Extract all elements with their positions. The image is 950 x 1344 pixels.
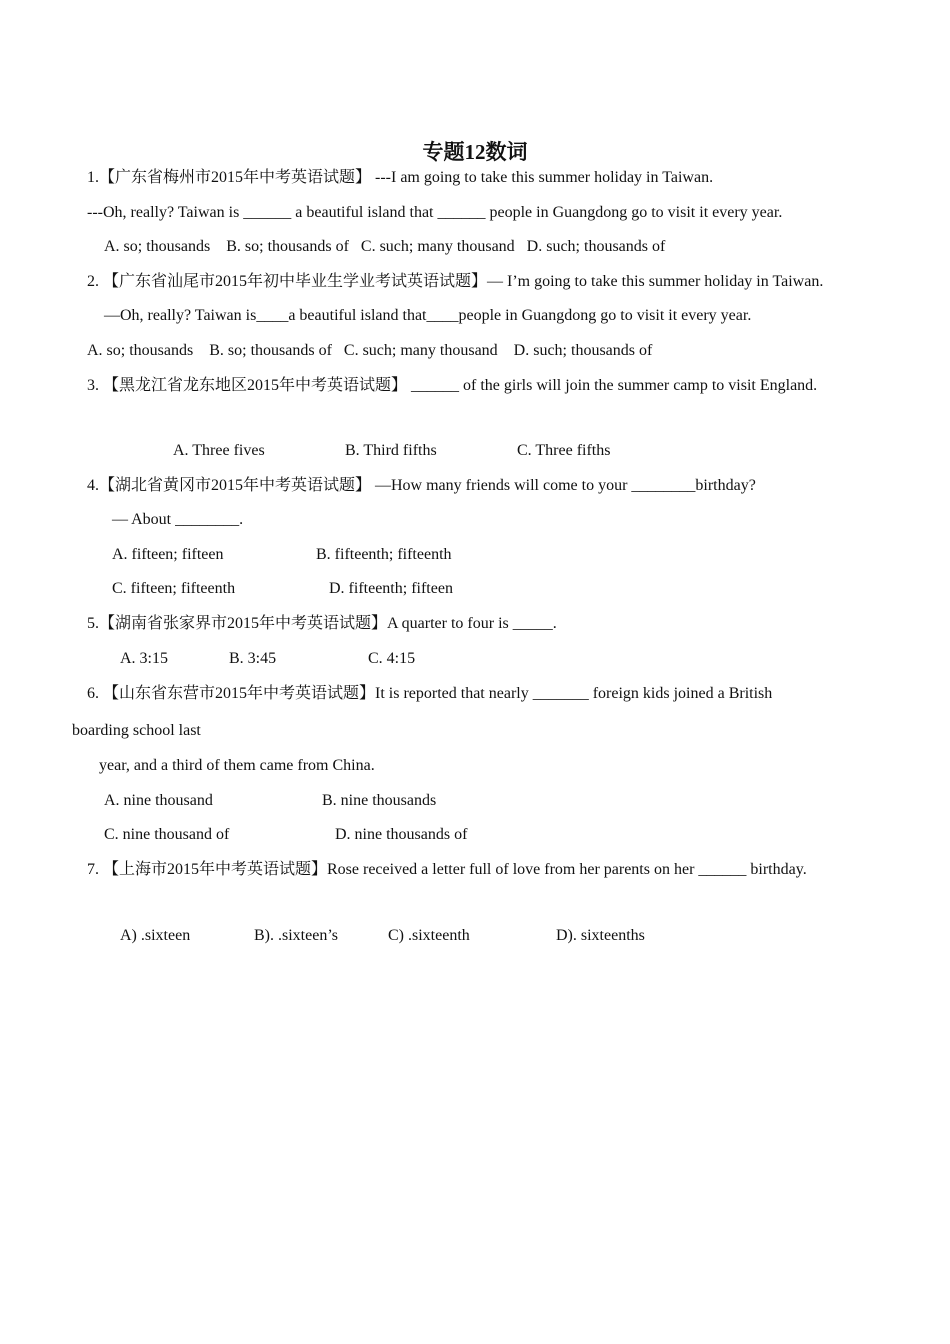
q5-option-b: B. 3:45	[229, 650, 277, 667]
q4-option-d: D. fifteenth; fifteen	[329, 580, 453, 597]
q7-option-c: C) .sixteenth	[388, 927, 470, 944]
q7-stem: 7. 【上海市2015年中考英语试题】Rose received a letter full of love from her parents on her ______ birthday.	[87, 861, 807, 878]
q1-stem: 1.【广东省梅州市2015年中考英语试题】 ---I am going to take this summer holiday in Taiwan.	[87, 169, 714, 186]
q3-option-c: C. Three fifths	[517, 442, 611, 459]
page-title: 专题12数词	[422, 140, 528, 164]
q6-line2: boarding school last	[72, 722, 201, 739]
q5-stem: 5.【湖南省张家界市2015年中考英语试题】A quarter to four is _____.	[87, 615, 557, 632]
q6-option-d: D. nine thousands of	[335, 826, 468, 843]
q4-option-b: B. fifteenth; fifteenth	[316, 546, 452, 563]
q2-stem: 2. 【广东省汕尾市2015年初中毕业生学业考试英语试题】— I’m going to take this summer holiday in Taiwan.	[87, 273, 824, 290]
q7-option-b: B). .sixteen’s	[254, 927, 338, 944]
q6-line3: year, and a third of them came from China.	[99, 757, 375, 774]
q4-stem: 4.【湖北省黄冈市2015年中考英语试题】 —How many friends will come to your ________birthday?	[87, 477, 756, 494]
q6-option-b: B. nine thousands	[322, 792, 437, 809]
q4-option-a: A. fifteen; fifteen	[112, 546, 224, 563]
q7-option-d: D). sixteenths	[556, 927, 645, 944]
q4-line2: — About ________.	[112, 511, 244, 528]
q3-stem: 3. 【黑龙江省龙东地区2015年中考英语试题】 ______ of the girls will join the summer camp to visit England.	[87, 377, 818, 394]
q1-line2: ---Oh, really? Taiwan is ______ a beautiful island that ______ people in Guangdong go to visit it every year.	[87, 204, 783, 221]
q6-option-c: C. nine thousand of	[104, 826, 230, 843]
q5-option-c: C. 4:15	[368, 650, 416, 667]
q2-options: A. so; thousands B. so; thousands of C. such; many thousand D. such; thousands of	[87, 342, 653, 359]
q4-option-c: C. fifteen; fifteenth	[112, 580, 236, 597]
q1-options: A. so; thousands B. so; thousands of C. such; many thousand D. such; thousands of	[104, 238, 666, 255]
q5-option-a: A. 3:15	[120, 650, 168, 667]
q3-option-b: B. Third fifths	[345, 442, 437, 459]
q7-option-a: A) .sixteen	[120, 927, 191, 944]
q2-line2: —Oh, really? Taiwan is____a beautiful island that____people in Guangdong go to visit it every year.	[104, 307, 752, 324]
q6-option-a: A. nine thousand	[104, 792, 213, 809]
q6-stem: 6. 【山东省东营市2015年中考英语试题】It is reported that nearly _______ foreign kids joined a British	[87, 685, 773, 702]
q3-option-a: A. Three fives	[173, 442, 265, 459]
